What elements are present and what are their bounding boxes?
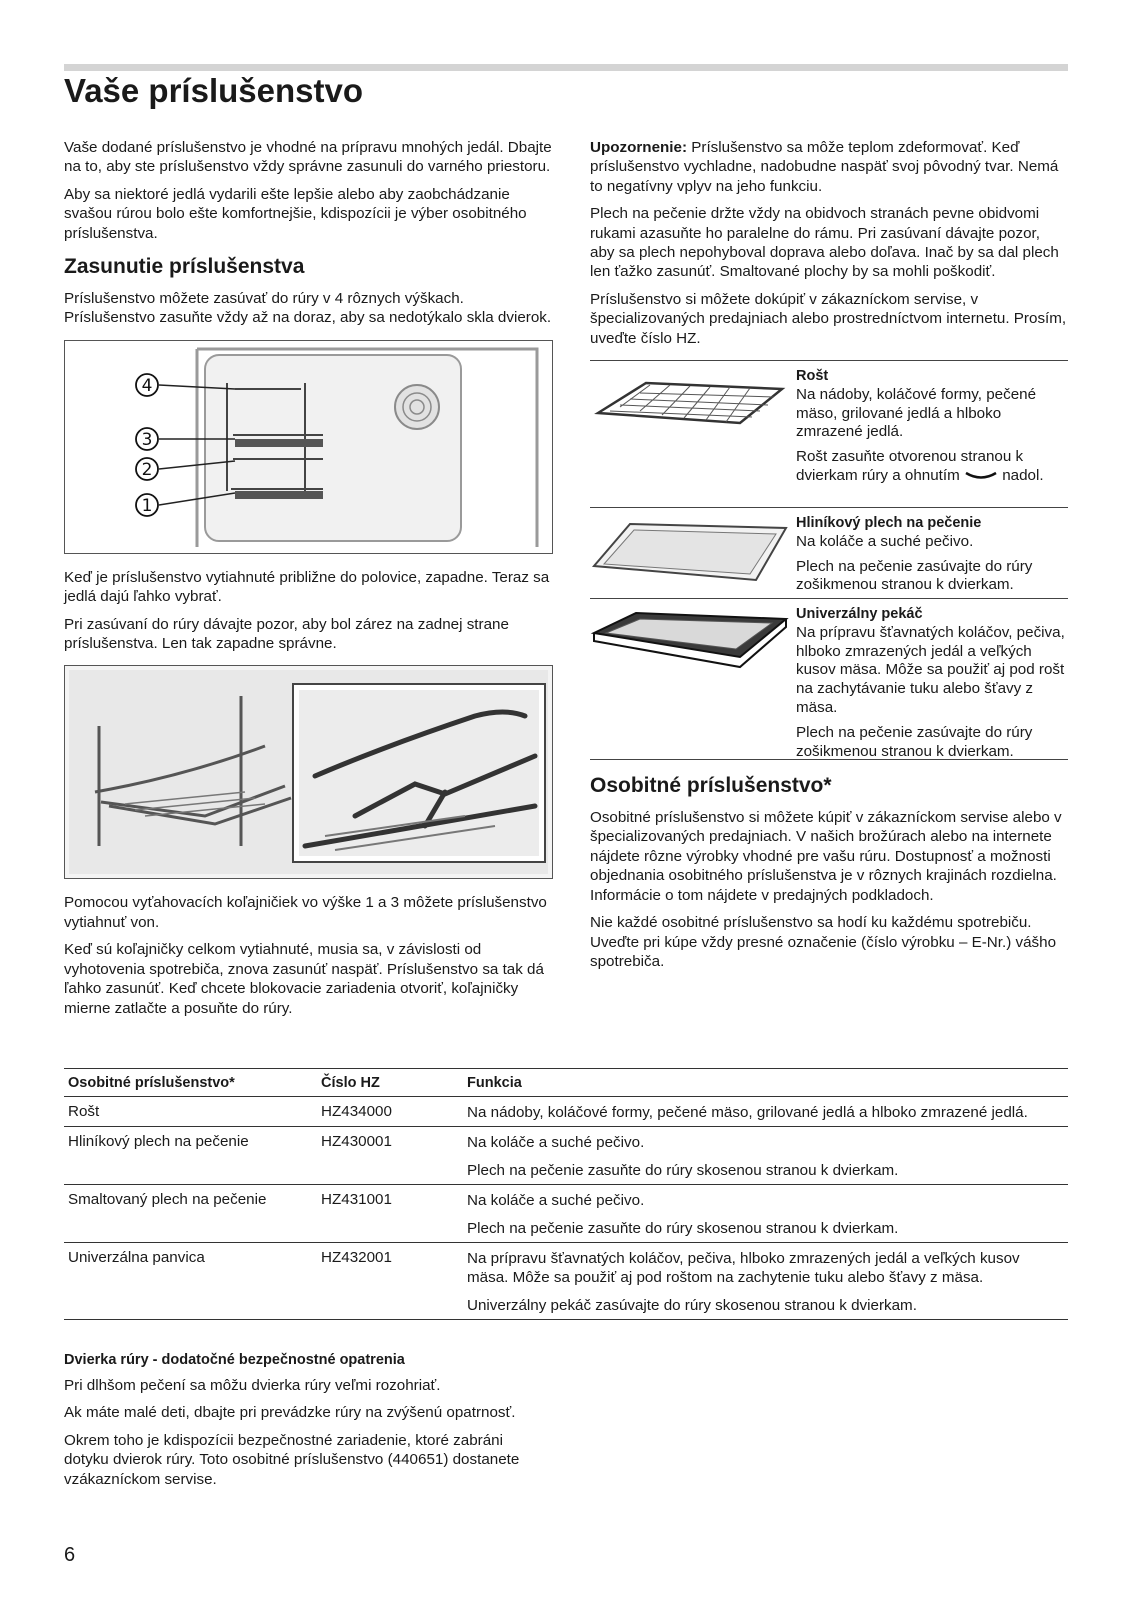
oven-levels-figure <box>64 340 553 554</box>
accessory-name: Rošt <box>796 368 829 385</box>
rack-image <box>590 367 790 503</box>
door-heading: Dvierka rúry - dodatočné bezpečnostné opatrenia <box>64 1352 405 1368</box>
after-figure-paragraph-1: Keď je príslušenstvo vytiahnuté približne do polovice, zapadne. Teraz sa jedlá dajú ľahko vybrať. <box>64 568 550 606</box>
special-accessories-table <box>64 1068 1068 1320</box>
accessory-insert-note: Plech na pečenie zasúvajte do rúry zošikmenou stranou k dvierkam. <box>796 723 1033 760</box>
door-paragraph-1: Pri dlhšom pečení sa môžu dvierka rúry veľmi rozohriať. <box>64 1377 441 1394</box>
accessory-desc: Na koláče a suché pečivo. <box>796 532 974 550</box>
bend-icon <box>964 470 998 480</box>
rails-paragraph-2: Keď sú koľajničky celkom vytiahnuté, musia sa, v závislosti od vyhotovenia spotrebiča, znova zasunúť naspäť. Príslušenstvo sa tak dá ľahko zasunúť. Keď chcete blokovacie zariadenia otvoriť, koľajničky mierne zatlačte a posuňte do rúry. <box>64 941 544 1017</box>
column-header: Osobitné príslušenstvo* <box>64 1069 317 1097</box>
rack-notch-illustration <box>65 666 552 878</box>
special-accessories-heading: Osobitné príslušenstvo* <box>590 774 832 798</box>
oven-levels-illustration <box>65 341 552 553</box>
accessory-desc: Na prípravu šťavnatých koláčov, pečiva, hlboko zmrazených jedál a veľkých kusov mäsa. Môže sa použiť aj pod rošt na zachytávanie tuku alebo šťavy z mäsa. <box>796 623 1065 717</box>
accessory-name: Univerzálny pekáč <box>796 606 923 623</box>
table-row: Univerzálna panvica HZ432001 Na prípravu šťavnatých koláčov, pečiva, hlboko zmrazených jedál a veľkých kusov mäsa. Môže sa použiť aj pod roštom na zachytenie tuku alebo šťavy z mäsa. Univerzálny pekáč zasúvajte do rúry skosenou stranou k dvierkam. <box>64 1243 1068 1320</box>
left-column <box>64 138 554 1026</box>
insert-heading: Zasunutie príslušenstva <box>64 255 305 279</box>
universal-pan-image <box>590 605 790 755</box>
table-row: Smaltovaný plech na pečenie HZ431001 Na koláče a suché pečivo. Plech na pečenie zasuňte do rúry skosenou stranou k dvierkam. <box>64 1185 1068 1243</box>
intro-paragraph-2: Aby sa niektoré jedlá vydarili ešte lepšie alebo aby zaobchádzanie svašou rúrou bolo ešte komfortnejšie, kdispozícii je výber osobitného príslušenstva. <box>64 185 527 242</box>
special-paragraph-1: Osobitné príslušenstvo si môžete kúpiť v zákazníckom servise alebo v špecializovaných predajniach. V našich brožúrach alebo na internete nájdete rôzne výrobky vhodné pre vašu rúru. Dostupnosť a možnosti objednania osobitného príslušenstva je v rôznych krajinách rozdielna. Informácie o tom nájdete v predajných podkladoch. <box>590 809 1062 904</box>
column-header: Funkcia <box>463 1069 1068 1097</box>
insert-paragraph: Príslušenstvo môžete zasúvať do rúry v 4 rôznych výškach. Príslušenstvo zasuňte vždy až na doraz, aby sa nedotýkalo skla dvierok. <box>64 290 552 327</box>
level-label-4: 4 <box>141 375 153 396</box>
accessory-rost <box>590 361 1068 508</box>
table-header-row <box>64 1069 1068 1097</box>
title-rule <box>64 64 1068 71</box>
notice-text: Príslušenstvo sa môže teplom zdeformovať. Keď príslušenstvo vychladne, nadobudne naspäť svoj pôvodný tvar. Nemá to negatívny vplyv na jeho funkciu. <box>590 139 1059 195</box>
accessory-name: Hliníkový plech na pečenie <box>796 515 982 532</box>
accessory-list <box>590 360 1068 760</box>
aluminium-tray-image <box>590 514 790 594</box>
door-paragraph-2: Ak máte malé deti, dbajte pri prevádzke rúry na zvýšenú opatrnosť. <box>64 1404 516 1422</box>
accessory-insert-note: Rošt zasuňte otvorenou stranou k dvierkam rúry a ohnutím nadol. <box>796 448 1044 485</box>
table-row: Hliníkový plech na pečenie HZ430001 Na koláče a suché pečivo. Plech na pečenie zasuňte do rúry skosenou stranou k dvierkam. <box>64 1127 1068 1185</box>
purchase-paragraph: Príslušenstvo si môžete dokúpiť v zákazníckom servise, v špecializovaných predajniach alebo prostredníctvom internetu. Prosím, uveďte číslo HZ. <box>590 290 1067 347</box>
column-header: Číslo HZ <box>317 1069 463 1097</box>
table-row: Rošt HZ434000 Na nádoby, koláčové formy, pečené mäso, grilované jedlá a hlboko zmrazené jedlá. <box>64 1097 1068 1127</box>
accessory-aluminium-tray <box>590 508 1068 599</box>
door-paragraph-3: Okrem toho je kdispozícii bezpečnostné zariadenie, ktoré zabráni dotyku dvierok rúry. Toto osobitné príslušenstvo (440651) dostanete vzákazníckom servise. <box>64 1431 520 1488</box>
special-paragraph-2: Nie každé osobitné príslušenstvo sa hodí ku každému spotrebiču. Uveďte pri kúpe vždy presné označenie (číslo výrobku – E-Nr.) vášho spotrebiča. <box>590 914 1057 970</box>
accessory-universal-pan <box>590 599 1068 760</box>
door-safety-section <box>64 1352 534 1497</box>
notice-label: Upozornenie: <box>590 139 688 156</box>
level-label-3: 3 <box>141 429 153 450</box>
right-column <box>590 138 1068 979</box>
accessory-insert-note: Plech na pečenie zasúvajte do rúry zošikmenou stranou k dvierkam. <box>796 557 1033 594</box>
page-number: 6 <box>64 1544 76 1566</box>
rack-notch-figure <box>64 665 553 879</box>
level-label-2: 2 <box>141 459 153 480</box>
handling-paragraph: Plech na pečenie držte vždy na obidvoch stranách pevne obidvomi rukami azasuňte ho paralelne do rámu. Pri zasúvaní dávajte pozor, aby sa plech nepohyboval doprava alebo doľava. Inač by sa dal plech len ťažko zasunúť. Smaltované plochy by sa mohli poškodiť. <box>590 205 1059 281</box>
level-label-1: 1 <box>141 495 153 516</box>
rails-paragraph-1: Pomocou vyťahovacích koľajničiek vo výške 1 a 3 môžete príslušenstvo vytiahnuť von. <box>64 894 547 931</box>
page-title: Vaše príslušenstvo <box>64 72 363 109</box>
after-figure-paragraph-2: Pri zasúvaní do rúry dávajte pozor, aby bol zárez na zadnej strane príslušenstva. Len tak zapadne správne. <box>64 615 509 653</box>
intro-paragraph-1: Vaše dodané príslušenstvo je vhodné na prípravu mnohých jedál. Dbajte na to, aby ste príslušenstvo vždy správne zasunuli do varného priestoru. <box>64 139 552 176</box>
notice-paragraph <box>590 138 1068 196</box>
accessory-desc: Na nádoby, koláčové formy, pečené mäso, grilované jedlá a hlboko zmrazené jedlá. <box>796 385 1037 441</box>
